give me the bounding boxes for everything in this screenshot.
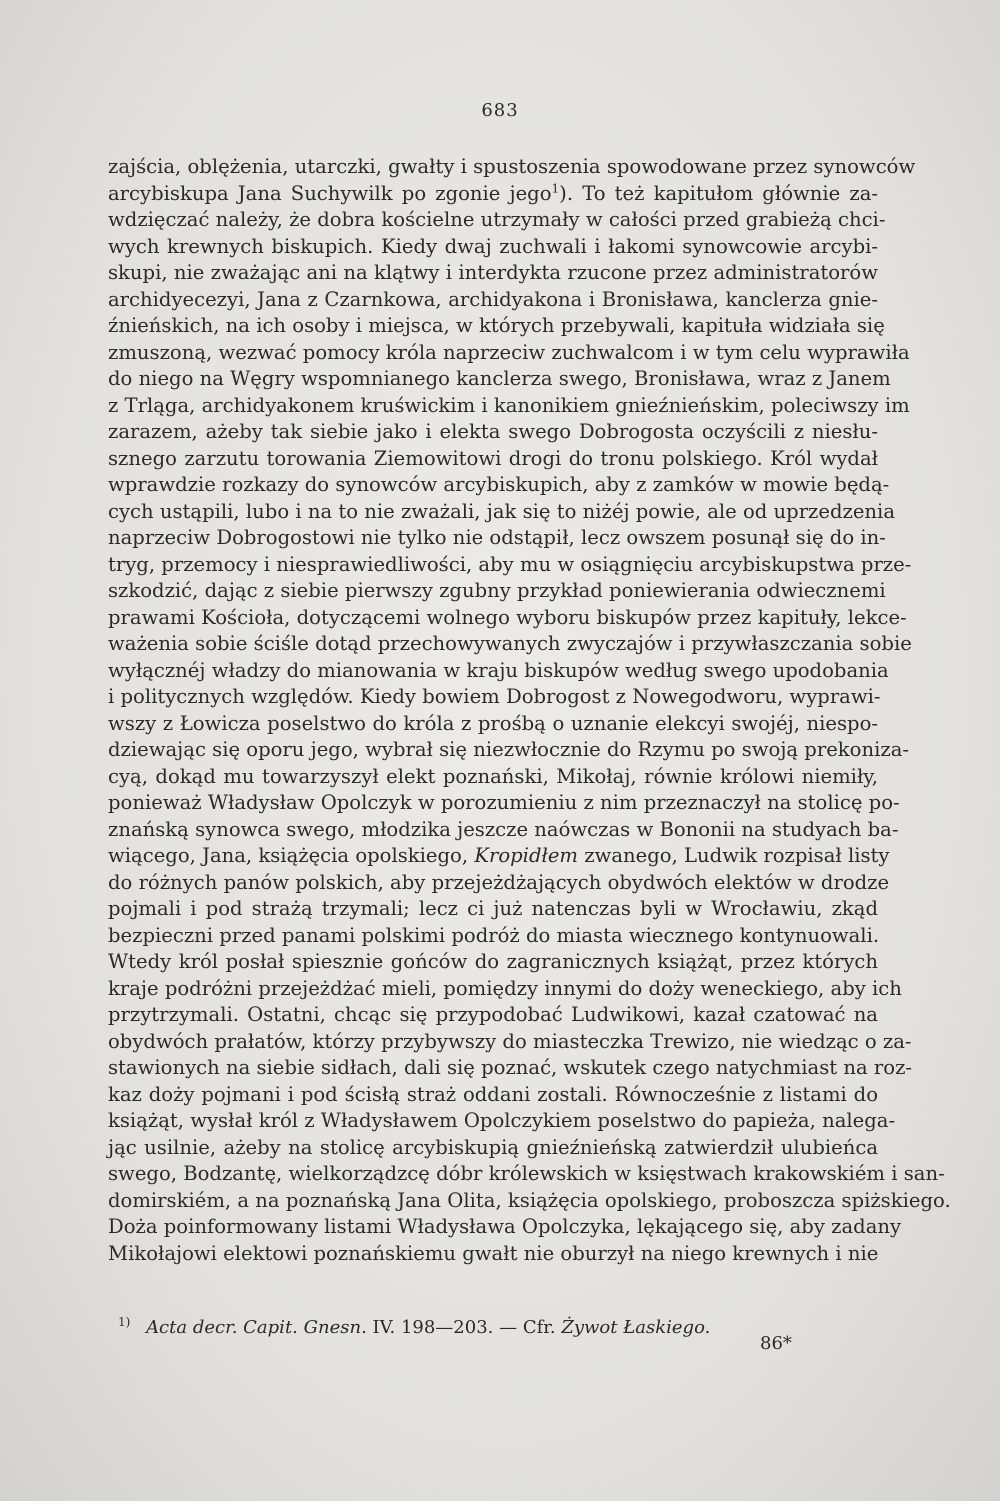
text-line: ponieważ Władysław Opolczyk w porozumieniu z nim przeznaczył na stolicę po- [108,791,900,814]
text-line: do niego na Węgry wspomnianego kanclerza swego, Bronisława, wraz z Janem [108,367,891,390]
text-line [108,1267,878,1294]
text-line: szkodzić, dając z siebie pierwszy zgubny przykład poniewierania odwiecznemi [108,579,886,602]
text-line: z Trląga, archidyakonem kruświckim i kanonikiem gnieźnieńskim, poleciwszy im [108,393,910,417]
text-line: prawami Kościoła, dotyczącemi wolnego wyboru biskupów przez kapituły, lekce- [108,605,907,629]
text-line: tryg, przemocy i niesprawiedliwości, aby mu w osiągnięciu arcybiskupstwa prze- [108,552,912,576]
printer-signature: 86* [760,1333,792,1354]
text-line: cych ustąpili, lubo i na to nie zważali, jak się to niżéj powie, ale od uprzedzenia [108,499,896,523]
text-line: swego, Bodzantę, wielkorządzcę dóbr królewskich w księstwach krakowskiém i san- [108,1162,945,1185]
text-line: stawionych na siebie sidłach, dali się poznać, wskutek czego natychmiast na roz- [108,1056,913,1079]
text-line: książąt, wysłał król z Władysławem Opolczykiem poselstwo do papieża, nalega- [108,1109,896,1132]
text-line: wdzięczać należy, że dobra kościelne utrzymały w całości przed grabieżą chci- [108,208,886,231]
page-number: 683 [481,100,519,121]
footnote-source: Acta decr. Capit. Gnesn. [146,1317,367,1338]
footnote-work: Żywot Łaskiego. [561,1317,711,1338]
text-line: domirskiém, a na poznańską Jana Olita, książęcia opolskiego, proboszcza spiżskiego. [108,1188,951,1212]
text-line: kraje podróżni przejeżdżać mieli, pomiędzy innymi do doży weneckiego, aby ich [108,976,902,1000]
text-line: i politycznych względów. Kiedy bowiem Dobrogost z Nowegodworu, wyprawi- [108,685,881,708]
footnote-reference: 1 [551,180,560,195]
footnote-mark: 1) [118,1315,131,1329]
text-line: bezpieczni przed panami polskimi podróż do miasta wiecznego kontynuowali. [108,923,880,947]
text-line: ważenia sobie ściśle dotąd przechowywanych zwyczajów i przywłaszczania sobie [108,632,912,655]
text-line: sznego zarzutu torowania Ziemowitowi drogi do tronu polskiego. Król wydał [108,446,878,470]
text-line: wprawdzie rozkazy do synowców arcybiskupich, aby z zamków w mowie będą- [108,473,890,496]
text-line: wszy z Łowicza poselstwo do króla z prośbą o uznanie elekcyi swojéj, niespo- [108,711,878,735]
text-line: Mikołajowi elektowi poznańskiemu gwałt nie oburzył na niego krewnych i nie [108,1241,879,1265]
text-line: cyą, dokąd mu towarzyszył elekt poznański, Mikołaj, równie królowi niemiły, [108,764,878,788]
text-line: zarazem, ażeby tak siebie jako i elekta swego Dobrogosta oczyścili z niesłu- [108,420,878,443]
text-line: znańską synowca swego, młodzika jeszcze naówczas w Bononii na studyach ba- [108,817,899,841]
text-line: pojmali i pod strażą trzymali; lecz ci już natenczas byli w Wrocławiu, zkąd [108,897,878,920]
footnote-reference-text: IV. 198—203. — Cfr. [372,1317,556,1338]
text-line: naprzeciw Dobrogostowi nie tylko nie odstąpił, lecz owszem posunął się do in- [108,526,886,549]
text-line: źnieńskich, na ich osoby i miejsca, w których przebywali, kapituła widziała się [108,314,885,337]
text-line: wyłącznéj władzy do mianowania w kraju biskupów według swego upodobania [108,658,889,682]
text-line: zmuszoną, wezwać pomocy króla naprzeciw zuchwalcom i w tym celu wyprawiła [108,340,910,364]
italic-nickname: Kropidłem [474,844,579,867]
text-line: archidyecezyi, Jana z Czarnkowa, archidyakona i Bronisława, kanclerza gnie- [108,287,878,311]
text-line: kaz doży pojmani i pod ścisłą straż oddani zostali. Równocześnie z listami do [108,1082,878,1106]
text-line: zajścia, oblężenia, utarczki, gwałty i spustoszenia spowodowane przez synowców [108,155,916,178]
text-line: obydwóch prałatów, którzy przybywszy do miasteczka Trewizo, nie wiedząc o za- [108,1029,912,1053]
text-line: arcybiskupa Jana Suchywilk po zgonie jego$^1$). To też kapitułom głównie za- [108,180,878,205]
text-line: jąc usilnie, ażeby na stolicę arcybiskupią gnieźnieńską zatwierdził ulubieńca [108,1135,878,1159]
text-line: wiącego, Jana, książęcia opolskiego, Kropidłem zwanego, Ludwik rozpisał listy [108,844,890,867]
text-line: do różnych panów polskich, aby przejeżdżających obydwóch elektów w drodze [108,870,890,894]
text-line: dziewając się oporu jego, wybrał się niezwłocznie do Rzymu po swoją prekoniza- [108,738,909,761]
main-text [108,154,951,1294]
text-line: przytrzymali. Ostatni, chcąc się przypodobać Ludwikowi, kazał czatować na [108,1003,878,1026]
text-line: skupi, nie zważając ani na klątwy i interdykta rzucone przez administratorów [108,261,878,284]
text-line: Wtedy król posłał spiesznie gońców do zagranicznych książąt, przez których [108,950,878,973]
text-line: wych krewnych biskupich. Kiedy dwaj zuchwali i łakomi synowcowie arcybi- [108,234,878,258]
text-line: Doża poinformowany listami Władysława Opolczyka, lękającego się, aby zadany [108,1215,902,1238]
